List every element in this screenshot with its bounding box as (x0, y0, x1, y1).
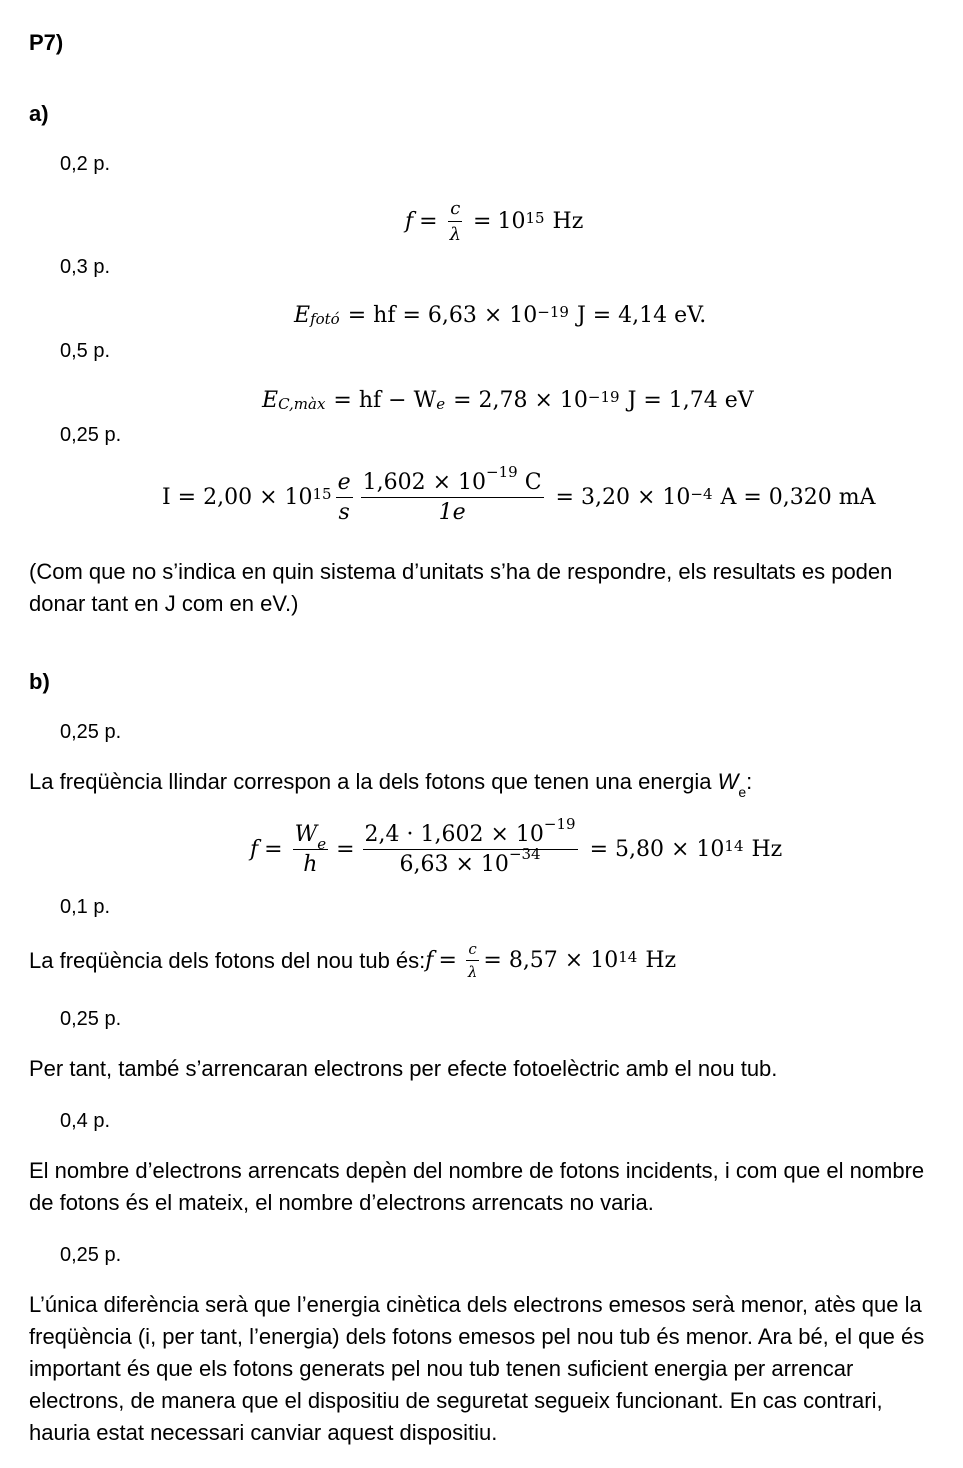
eq1-base: 10 (497, 209, 526, 234)
score-b4: 0,4 p. (60, 1110, 111, 1132)
eq1-equals: = (419, 209, 438, 234)
eq5-exp3: −34 (508, 844, 541, 863)
eq4-num2 (361, 462, 544, 498)
eq6-lhs: f (425, 948, 434, 973)
eq5-lhs: f (250, 837, 259, 862)
final-explanation-text: L’única diferència serà que l’energia cinètica dels electrons emesos serà menor, atès que la freqüència (i, per tant, l’energia) dels fotons emesos pel nou tub és menor. Ara bé, el que és important és que els fotons generats pel nou tub tenen suficient energia per arrencar electrons, de manera que el dispositiu de seguretat segueix funcionant. En cas contrari, hauria estat necessari canviar aquest dispositiu. (29, 1292, 925, 1445)
eq3-rest: J = 1,74 eV (627, 388, 754, 413)
threshold-text-end: : (746, 769, 753, 794)
eq4-den2: 1e (438, 500, 466, 525)
eq1-num: c (448, 198, 462, 222)
problem-title: P7) (29, 30, 64, 55)
part-a-label: a) (29, 101, 49, 126)
score-a3: 0,5 p. (60, 340, 111, 362)
equation-photon-energy: E $_{fotó}$ = hf = 6,63 × 10 $^{-19}$ J = 4,14 eV. (294, 302, 707, 328)
eq1-equals2: = (473, 209, 492, 234)
eq4-den1: s (338, 500, 350, 525)
threshold-text (29, 766, 939, 801)
eq5-eq: = (264, 837, 283, 862)
eq1-lhs: f (405, 209, 414, 234)
eq6-den: λ (467, 963, 478, 981)
electron-count-text: El nombre d’electrons arrencats depèn del nombre de fotons incidents, i com que el nombre de fotons és el mateix, el nombre d’electrons arrencats no varia. (29, 1158, 925, 1215)
eq5-unit: Hz (751, 837, 783, 862)
eq4-rest: A = 0,320 mA (720, 485, 876, 510)
new-tube-text: La freqüència dels fotons del nou tub és: (29, 947, 426, 973)
eq5-num1-var: W (294, 822, 318, 847)
equation-frequency: f = $\frac{c}{\lambda}$ = 10 $^{15}$ Hz (405, 198, 584, 245)
score-a2: 0,3 p. (60, 256, 111, 278)
threshold-var: W (717, 769, 739, 794)
eq6-frac (466, 940, 480, 981)
eq6-num: c (466, 940, 478, 961)
eq3-lhs: E (262, 388, 279, 413)
eq3-mid2: = 2,78 × 10 (453, 388, 588, 413)
eq5-num1-sub: e (317, 835, 327, 854)
eq5-frac2 (363, 814, 578, 877)
eq5-num2a: 2,4 · 1,602 × 10 (364, 822, 544, 847)
eq2-lhs: E (294, 303, 311, 328)
eq2-rest: J = 4,14 eV. (576, 303, 707, 328)
eq5-den2a: 6,63 × 10 (399, 852, 509, 877)
eq5-frac1 (293, 822, 329, 877)
eq5-num2 (363, 814, 578, 850)
eq6-eq: = (438, 948, 457, 973)
threshold-var-sub: e (738, 784, 747, 801)
eq5-den1: h (303, 852, 318, 877)
eq2-mid: = hf = 6,63 × 10 (347, 303, 538, 328)
eq4-num1: e (336, 470, 353, 498)
eq6-unit: Hz (645, 948, 677, 973)
equation-threshold-frequency: f = $\frac{W_e}{h}$ = $\frac{2,4 \cdot 1,602 \times 10^{-19}}{6,63 \times 10^{-34}}$ = 5,80 × 10 $^{14}$ Hz (250, 814, 783, 877)
eq5-eq2: = (336, 837, 355, 862)
eq5-mid: = 5,80 × 10 (589, 837, 725, 862)
eq5-den2 (398, 844, 543, 877)
score-b2: 0,1 p. (60, 896, 111, 918)
eq4-num2b: C (524, 470, 542, 495)
eq5-exp2: −19 (543, 814, 576, 833)
score-b5: 0,25 p. (60, 1244, 122, 1266)
eq1-den: λ (449, 224, 462, 245)
eq1-unit: Hz (552, 209, 584, 234)
part-b-label: b) (29, 669, 50, 694)
units-note: (Com que no s’indica en quin sistema d’unitats s’ha de respondre, els resultats es poden donar tant en J com en eV.) (29, 559, 893, 616)
score-b3: 0,25 p. (60, 1008, 122, 1030)
eq4-frac2 (361, 462, 544, 525)
score-b1: 0,25 p. (60, 721, 122, 743)
eq4-frac1 (336, 470, 353, 525)
equation-kinetic-energy: E $_{C,màx}$ = hf − W $_e$ = 2,78 × 10 $^{-19}$ J = 1,74 eV (262, 387, 754, 413)
eq4-lhs: I = 2,00 × 10 (162, 485, 313, 510)
eq4-num2a: 1,602 × 10 (362, 470, 487, 495)
eq5-num1 (293, 822, 329, 854)
threshold-text-body: La freqüència llindar correspon a la dels fotons que tenen una energia (29, 769, 718, 794)
eq1-fraction (448, 198, 463, 245)
eq3-mid: = hf − W (333, 388, 437, 413)
eq6-mid: = 8,57 × 10 (483, 948, 619, 973)
new-tube-frequency-line: La freqüència dels fotons del nou tub és: f = $\frac{c}{\lambda}$ = 8,57 × 10 $^{14}$ Hz (29, 940, 677, 981)
score-a4: 0,25 p. (60, 424, 122, 446)
equation-current: I = 2,00 × 10 $^{15}$ $\frac{e}{s}$ $\frac{1,602 \times 10^{-19} C}{1e}$ = 3,20 × 10 $^{-4}$ A = 0,320 mA (162, 462, 876, 525)
score-a1: 0,2 p. (60, 153, 111, 175)
conclusion-text: Per tant, també s’arrencaran electrons per efecte fotoelèctric amb el nou tub. (29, 1056, 778, 1081)
eq4-mid: = 3,20 × 10 (555, 485, 691, 510)
eq4-exp2: −19 (486, 462, 518, 481)
